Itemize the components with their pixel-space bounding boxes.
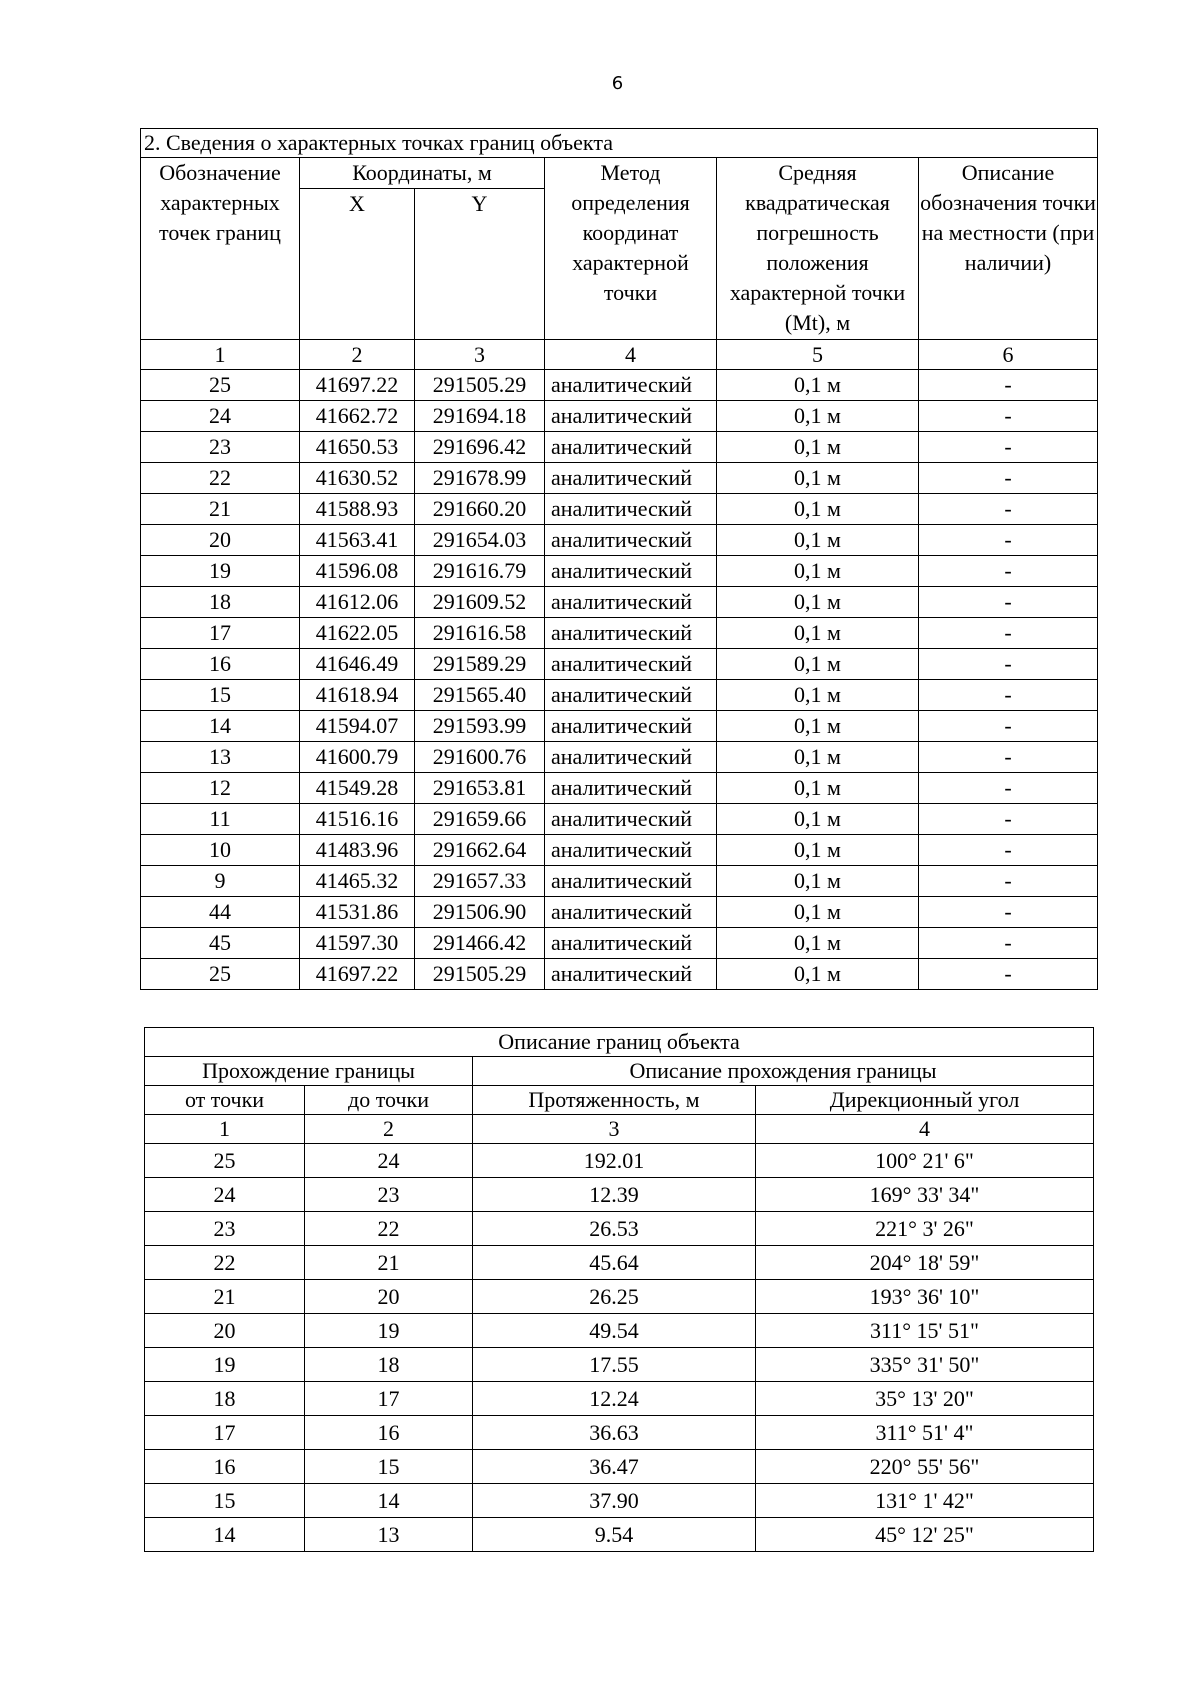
segment-length: 49.54 <box>473 1314 756 1348</box>
table-row <box>141 401 1098 432</box>
segment-length: 36.63 <box>473 1416 756 1450</box>
table-row <box>141 618 1098 649</box>
method: аналитический <box>545 432 717 463</box>
coordinate-x: 41531.86 <box>300 897 415 928</box>
header-to-point: до точки <box>305 1086 473 1115</box>
coordinate-y: 291609.52 <box>415 587 545 618</box>
direction-angle: 169° 33' 34" <box>756 1178 1094 1212</box>
point-number: 44 <box>141 897 300 928</box>
direction-angle: 45° 12' 25" <box>756 1518 1094 1552</box>
method: аналитический <box>545 680 717 711</box>
point-description: - <box>919 463 1098 494</box>
table-row <box>145 1212 1094 1246</box>
to-point: 16 <box>305 1416 473 1450</box>
to-point: 14 <box>305 1484 473 1518</box>
mean-error: 0,1 м <box>717 370 919 401</box>
column-number: 2 <box>305 1115 473 1144</box>
mean-error: 0,1 м <box>717 866 919 897</box>
point-description: - <box>919 494 1098 525</box>
table-row <box>141 959 1098 990</box>
header-error: Средняя квадратическая погрешность положения характерной точки (Mt), м <box>717 158 919 340</box>
point-description: - <box>919 370 1098 401</box>
to-point: 23 <box>305 1178 473 1212</box>
mean-error: 0,1 м <box>717 556 919 587</box>
column-number: 3 <box>473 1115 756 1144</box>
coordinate-x: 41596.08 <box>300 556 415 587</box>
mean-error: 0,1 м <box>717 680 919 711</box>
table-row <box>145 1178 1094 1212</box>
point-description: - <box>919 742 1098 773</box>
coordinate-x: 41662.72 <box>300 401 415 432</box>
point-description: - <box>919 587 1098 618</box>
method: аналитический <box>545 773 717 804</box>
from-point: 21 <box>145 1280 305 1314</box>
coordinate-y: 291616.79 <box>415 556 545 587</box>
column-number: 1 <box>145 1115 305 1144</box>
table-row <box>145 1382 1094 1416</box>
point-number: 23 <box>141 432 300 463</box>
column-number: 5 <box>717 340 919 370</box>
table-row <box>141 711 1098 742</box>
point-description: - <box>919 556 1098 587</box>
method: аналитический <box>545 649 717 680</box>
table-row <box>141 897 1098 928</box>
point-number: 11 <box>141 804 300 835</box>
mean-error: 0,1 м <box>717 587 919 618</box>
table-row <box>141 494 1098 525</box>
characteristic-points-table <box>140 128 1098 990</box>
point-description: - <box>919 401 1098 432</box>
from-point: 24 <box>145 1178 305 1212</box>
table-row <box>145 1314 1094 1348</box>
from-point: 14 <box>145 1518 305 1552</box>
segments-table-title: Описание границ объекта <box>145 1028 1094 1057</box>
coordinate-y: 291660.20 <box>415 494 545 525</box>
coordinate-y: 291696.42 <box>415 432 545 463</box>
table-row <box>141 742 1098 773</box>
column-number: 2 <box>300 340 415 370</box>
coordinate-x: 41594.07 <box>300 711 415 742</box>
coordinate-y: 291466.42 <box>415 928 545 959</box>
mean-error: 0,1 м <box>717 711 919 742</box>
to-point: 13 <box>305 1518 473 1552</box>
coordinate-y: 291654.03 <box>415 525 545 556</box>
table-row <box>141 556 1098 587</box>
point-number: 10 <box>141 835 300 866</box>
point-number: 45 <box>141 928 300 959</box>
to-point: 15 <box>305 1450 473 1484</box>
method: аналитический <box>545 711 717 742</box>
from-point: 23 <box>145 1212 305 1246</box>
to-point: 24 <box>305 1144 473 1178</box>
point-description: - <box>919 649 1098 680</box>
table-row <box>141 680 1098 711</box>
coordinate-x: 41483.96 <box>300 835 415 866</box>
column-number: 6 <box>919 340 1098 370</box>
direction-angle: 311° 15' 51" <box>756 1314 1094 1348</box>
method: аналитический <box>545 618 717 649</box>
column-number: 4 <box>545 340 717 370</box>
table-row <box>141 649 1098 680</box>
coordinate-y: 291506.90 <box>415 897 545 928</box>
header-designation: Обозначение характерных точек границ <box>141 158 300 340</box>
header-y: Y <box>415 189 545 340</box>
point-number: 16 <box>141 649 300 680</box>
method: аналитический <box>545 928 717 959</box>
header-description: Описание обозначения точки на местности (при наличии) <box>919 158 1098 340</box>
header-length: Протяженность, м <box>473 1086 756 1115</box>
coordinate-y: 291662.64 <box>415 835 545 866</box>
to-point: 22 <box>305 1212 473 1246</box>
point-number: 25 <box>141 959 300 990</box>
header-direction-angle: Дирекционный угол <box>756 1086 1094 1115</box>
method: аналитический <box>545 463 717 494</box>
mean-error: 0,1 м <box>717 525 919 556</box>
table-row <box>141 587 1098 618</box>
segment-length: 12.24 <box>473 1382 756 1416</box>
header-passage: Прохождение границы <box>145 1057 473 1086</box>
point-number: 25 <box>141 370 300 401</box>
coordinate-y: 291657.33 <box>415 866 545 897</box>
direction-angle: 220° 55' 56" <box>756 1450 1094 1484</box>
mean-error: 0,1 м <box>717 649 919 680</box>
to-point: 20 <box>305 1280 473 1314</box>
direction-angle: 204° 18' 59" <box>756 1246 1094 1280</box>
method: аналитический <box>545 804 717 835</box>
point-description: - <box>919 835 1098 866</box>
coordinate-x: 41630.52 <box>300 463 415 494</box>
point-description: - <box>919 928 1098 959</box>
table-row <box>141 463 1098 494</box>
mean-error: 0,1 м <box>717 432 919 463</box>
page-number: 6 <box>611 73 624 94</box>
header-x: X <box>300 189 415 340</box>
direction-angle: 193° 36' 10" <box>756 1280 1094 1314</box>
point-number: 14 <box>141 711 300 742</box>
coordinate-y: 291589.29 <box>415 649 545 680</box>
coordinate-y: 291616.58 <box>415 618 545 649</box>
column-number: 1 <box>141 340 300 370</box>
mean-error: 0,1 м <box>717 401 919 432</box>
direction-angle: 221° 3' 26" <box>756 1212 1094 1246</box>
method: аналитический <box>545 866 717 897</box>
point-number: 17 <box>141 618 300 649</box>
point-description: - <box>919 897 1098 928</box>
point-description: - <box>919 773 1098 804</box>
table-row <box>141 773 1098 804</box>
point-description: - <box>919 618 1098 649</box>
direction-angle: 335° 31' 50" <box>756 1348 1094 1382</box>
points-table-title: 2. Сведения о характерных точках границ объекта <box>141 129 1098 158</box>
point-number: 21 <box>141 494 300 525</box>
table-row <box>145 1280 1094 1314</box>
coordinate-x: 41588.93 <box>300 494 415 525</box>
mean-error: 0,1 м <box>717 928 919 959</box>
point-description: - <box>919 866 1098 897</box>
segment-length: 17.55 <box>473 1348 756 1382</box>
table-row <box>145 1348 1094 1382</box>
coordinate-x: 41697.22 <box>300 370 415 401</box>
from-point: 22 <box>145 1246 305 1280</box>
mean-error: 0,1 м <box>717 463 919 494</box>
segment-length: 37.90 <box>473 1484 756 1518</box>
table-row <box>145 1416 1094 1450</box>
table-row <box>141 432 1098 463</box>
header-coordinates: Координаты, м <box>300 158 545 189</box>
header-method: Метод определения координат характерной точки <box>545 158 717 340</box>
coordinate-y: 291659.66 <box>415 804 545 835</box>
coordinate-x: 41597.30 <box>300 928 415 959</box>
table-row <box>141 835 1098 866</box>
coordinate-x: 41563.41 <box>300 525 415 556</box>
table-row <box>141 525 1098 556</box>
coordinate-y: 291505.29 <box>415 370 545 401</box>
point-number: 24 <box>141 401 300 432</box>
from-point: 16 <box>145 1450 305 1484</box>
mean-error: 0,1 м <box>717 618 919 649</box>
segment-length: 36.47 <box>473 1450 756 1484</box>
point-description: - <box>919 804 1098 835</box>
column-number: 4 <box>756 1115 1094 1144</box>
method: аналитический <box>545 587 717 618</box>
header-passage-description: Описание прохождения границы <box>473 1057 1094 1086</box>
coordinate-x: 41618.94 <box>300 680 415 711</box>
point-number: 12 <box>141 773 300 804</box>
direction-angle: 131° 1' 42" <box>756 1484 1094 1518</box>
point-description: - <box>919 959 1098 990</box>
mean-error: 0,1 м <box>717 494 919 525</box>
method: аналитический <box>545 370 717 401</box>
point-description: - <box>919 525 1098 556</box>
point-number: 22 <box>141 463 300 494</box>
to-point: 21 <box>305 1246 473 1280</box>
table-row <box>145 1450 1094 1484</box>
mean-error: 0,1 м <box>717 742 919 773</box>
table-row <box>145 1246 1094 1280</box>
table-row <box>141 928 1098 959</box>
segment-length: 12.39 <box>473 1178 756 1212</box>
method: аналитический <box>545 525 717 556</box>
point-number: 9 <box>141 866 300 897</box>
segment-length: 45.64 <box>473 1246 756 1280</box>
coordinate-y: 291593.99 <box>415 711 545 742</box>
to-point: 18 <box>305 1348 473 1382</box>
coordinate-x: 41465.32 <box>300 866 415 897</box>
coordinate-y: 291600.76 <box>415 742 545 773</box>
method: аналитический <box>545 835 717 866</box>
method: аналитический <box>545 959 717 990</box>
point-number: 15 <box>141 680 300 711</box>
direction-angle: 100° 21' 6" <box>756 1144 1094 1178</box>
to-point: 17 <box>305 1382 473 1416</box>
method: аналитический <box>545 556 717 587</box>
coordinate-x: 41600.79 <box>300 742 415 773</box>
coordinate-x: 41646.49 <box>300 649 415 680</box>
direction-angle: 311° 51' 4" <box>756 1416 1094 1450</box>
mean-error: 0,1 м <box>717 835 919 866</box>
segment-length: 192.01 <box>473 1144 756 1178</box>
mean-error: 0,1 м <box>717 804 919 835</box>
point-number: 19 <box>141 556 300 587</box>
coordinate-y: 291505.29 <box>415 959 545 990</box>
from-point: 20 <box>145 1314 305 1348</box>
coordinate-y: 291565.40 <box>415 680 545 711</box>
coordinate-x: 41622.05 <box>300 618 415 649</box>
method: аналитический <box>545 494 717 525</box>
table-row <box>141 866 1098 897</box>
coordinate-x: 41650.53 <box>300 432 415 463</box>
coordinate-x: 41549.28 <box>300 773 415 804</box>
table-row <box>145 1144 1094 1178</box>
header-from-point: от точки <box>145 1086 305 1115</box>
point-description: - <box>919 711 1098 742</box>
method: аналитический <box>545 401 717 432</box>
mean-error: 0,1 м <box>717 773 919 804</box>
to-point: 19 <box>305 1314 473 1348</box>
from-point: 18 <box>145 1382 305 1416</box>
method: аналитический <box>545 742 717 773</box>
from-point: 19 <box>145 1348 305 1382</box>
table-row <box>141 804 1098 835</box>
coordinate-x: 41612.06 <box>300 587 415 618</box>
segment-length: 9.54 <box>473 1518 756 1552</box>
boundary-segments-table <box>144 1027 1094 1552</box>
from-point: 17 <box>145 1416 305 1450</box>
point-number: 13 <box>141 742 300 773</box>
column-number: 3 <box>415 340 545 370</box>
mean-error: 0,1 м <box>717 959 919 990</box>
coordinate-x: 41697.22 <box>300 959 415 990</box>
point-number: 20 <box>141 525 300 556</box>
point-number: 18 <box>141 587 300 618</box>
segment-length: 26.25 <box>473 1280 756 1314</box>
table-row <box>141 370 1098 401</box>
mean-error: 0,1 м <box>717 897 919 928</box>
table-row <box>145 1518 1094 1552</box>
coordinate-y: 291678.99 <box>415 463 545 494</box>
from-point: 15 <box>145 1484 305 1518</box>
coordinate-x: 41516.16 <box>300 804 415 835</box>
direction-angle: 35° 13' 20" <box>756 1382 1094 1416</box>
point-description: - <box>919 432 1098 463</box>
table-row <box>145 1484 1094 1518</box>
from-point: 25 <box>145 1144 305 1178</box>
segment-length: 26.53 <box>473 1212 756 1246</box>
coordinate-y: 291653.81 <box>415 773 545 804</box>
coordinate-y: 291694.18 <box>415 401 545 432</box>
point-description: - <box>919 680 1098 711</box>
method: аналитический <box>545 897 717 928</box>
